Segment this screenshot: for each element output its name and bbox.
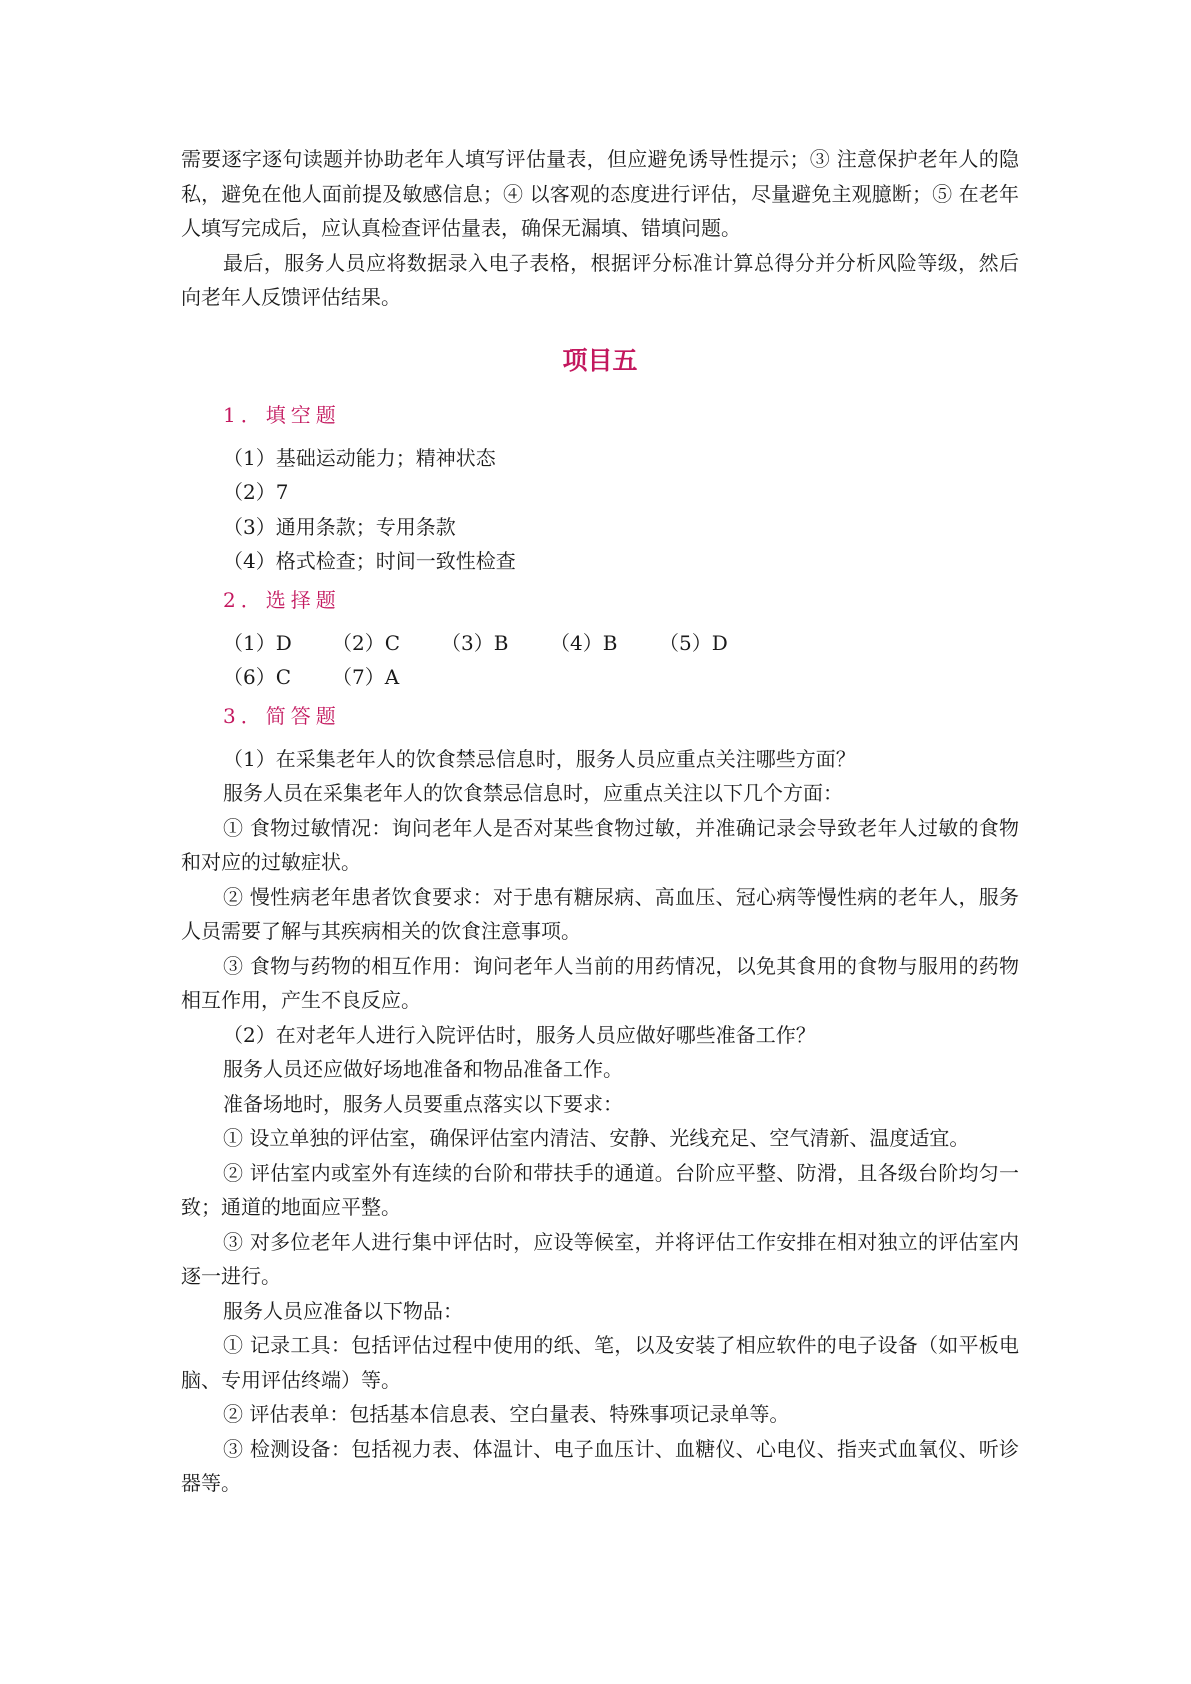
fill-blank-answer-2: （2）7 [223,480,289,504]
intro-paragraph-2: 最后，服务人员应将数据录入电子表格，根据评分标准计算总得分并分析风险等级，然后向老年人反馈评估结果。 [181,250,1019,309]
short-answer-question-2: （2）在对老年人进行入院评估时，服务人员应做好哪些准备工作？ [223,1022,816,1047]
short-answer-paragraph: ③ 对多位老年人进行集中评估时，应设等候室，并将评估工作安排在相对独立的评估室内逐一进行。 [181,1229,1019,1288]
short-answer-paragraph: ① 记录工具：包括评估过程中使用的纸、笔，以及安装了相应软件的电子设备（如平板电脑、专用评估终端）等。 [181,1333,1019,1392]
choice-answer-6: （6）C [223,665,292,689]
choice-row-2 [223,660,1019,695]
section-title: 项目五 [562,345,638,375]
choice-answer-1: （1）D [223,630,292,655]
choice-answer-7: （7）A [332,665,400,689]
short-answer-paragraph: ② 慢性病老年患者饮食要求：对于患有糖尿病、高血压、冠心病等慢性病的老年人，服务人员需要了解与其疾病相关的饮食注意事项。 [181,884,1019,943]
fill-blank-answer-1: （1）基础运动能力；精神状态 [223,445,496,470]
short-answer-paragraph: ① 设立单独的评估室，确保评估室内清洁、安静、光线充足、空气清新、温度适宜。 [223,1126,970,1150]
choice-row-1 [223,626,1019,661]
fill-blank-answer-4: （4）格式检查；时间一致性检查 [223,549,516,573]
multiple-choice-heading: 2．选择题 [223,587,341,612]
choice-answer-2: （2）C [332,630,401,655]
intro-paragraph-1: 需要逐字逐句读题并协助老年人填写评估量表，但应避免诱导性提示；③ 注意保护老年人的隐私，避免在他人面前提及敏感信息；④ 以客观的态度进行评估，尽量避免主观臆断；⑤ 在老年人填写完成后，应认真检查评估量表，确保无漏填、错填问题。 [181,147,1019,240]
fill-blank-heading: 1．填空题 [223,402,341,427]
page-content [181,142,1019,1501]
short-answer-paragraph: ② 评估室内或室外有连续的台阶和带扶手的通道。台阶应平整、防滑，且各级台阶均匀一致；通道的地面应平整。 [181,1160,1019,1219]
fill-blank-answer-3: （3）通用条款；专用条款 [223,514,456,539]
short-answer-paragraph: ③ 食物与药物的相互作用：询问老年人当前的用药情况，以免其食用的食物与服用的药物相互作用，产生不良反应。 [181,953,1019,1012]
short-answer-paragraph: ① 食物过敏情况：询问老年人是否对某些食物过敏，并准确记录会导致老年人过敏的食物和对应的过敏症状。 [181,815,1019,874]
short-answer-question-1: （1）在采集老年人的饮食禁忌信息时，服务人员应重点关注哪些方面？ [223,746,856,771]
short-answer-paragraph: ③ 检测设备：包括视力表、体温计、电子血压计、血糖仪、心电仪、指夹式血氧仪、听诊器等。 [181,1436,1019,1495]
short-answer-heading: 3．简答题 [223,703,341,728]
short-answer-paragraph: 准备场地时，服务人员要重点落实以下要求： [223,1091,623,1116]
short-answer-paragraph: 服务人员还应做好场地准备和物品准备工作。 [223,1057,623,1081]
choice-answer-4: （4）B [550,630,618,655]
choice-answer-3: （3）B [441,630,509,655]
short-answer-paragraph: 服务人员应准备以下物品： [223,1298,463,1323]
short-answer-paragraph: 服务人员在采集老年人的饮食禁忌信息时，应重点关注以下几个方面： [223,781,843,805]
short-answer-paragraph: ② 评估表单：包括基本信息表、空白量表、特殊事项记录单等。 [223,1402,790,1426]
choice-answer-5: （5）D [659,630,728,655]
